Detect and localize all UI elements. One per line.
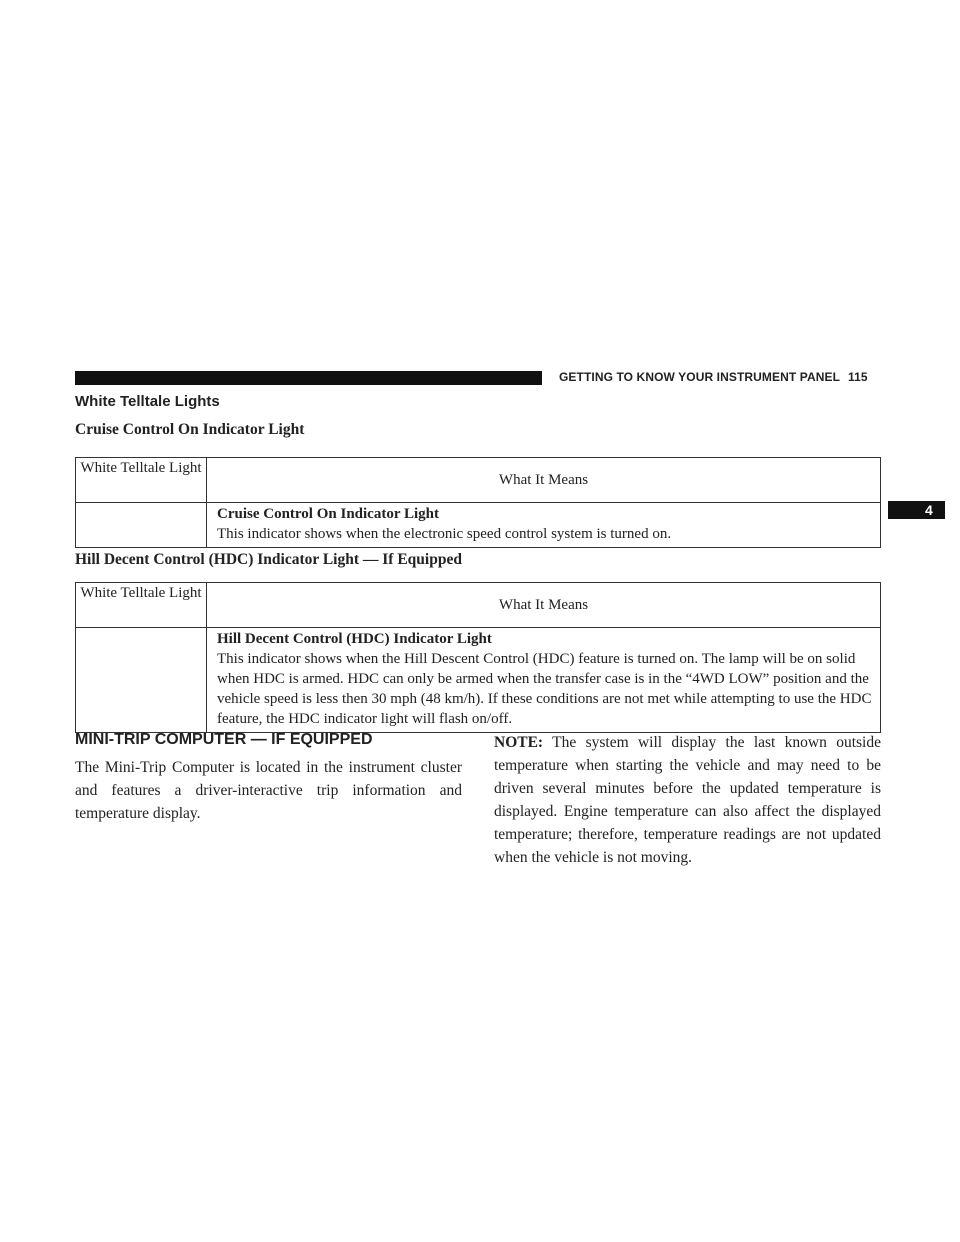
mini-trip-paragraph: The Mini-Trip Computer is located in the instrument cluster and features a driver-interactive trip information and temperature display. — [75, 759, 462, 822]
table-header-row — [76, 583, 881, 628]
meaning-cell — [207, 628, 881, 733]
table-header-row — [76, 458, 881, 503]
table-row — [76, 503, 881, 548]
note-text: The system will display the last known outside temperature when starting the vehicle and may need to be driven several minutes before the updated temperature is displayed. Engine temperature can also affect the displayed temperature; therefore, temperature readings are not updated when the vehicle is not moving. — [494, 734, 881, 866]
chapter-tab: 4 — [888, 501, 945, 519]
note-label: NOTE: — [494, 734, 544, 751]
telltale-icon-cell — [76, 628, 207, 733]
telltale-icon-cell — [76, 503, 207, 548]
running-header — [559, 370, 868, 384]
row-title: Hill Decent Control (HDC) Indicator Light — [217, 631, 492, 647]
row-title: Cruise Control On Indicator Light — [217, 506, 439, 522]
section-heading: White Telltale Lights — [75, 393, 220, 410]
row-description: This indicator shows when the electronic speed control system is turned on. — [217, 526, 672, 542]
mini-trip-heading: MINI-TRIP COMPUTER — IF EQUIPPED — [75, 731, 373, 748]
column-header-light: White Telltale Light — [76, 458, 207, 503]
header-title: GETTING TO KNOW YOUR INSTRUMENT PANEL — [559, 370, 841, 384]
header-rule — [75, 371, 542, 385]
meaning-cell — [207, 503, 881, 548]
cruise-heading: Cruise Control On Indicator Light — [75, 421, 305, 438]
hdc-heading: Hill Decent Control (HDC) Indicator Light — If Equipped — [75, 551, 462, 568]
row-description: This indicator shows when the Hill Descent Control (HDC) feature is turned on. The lamp will be on solid when HDC is armed. HDC can only be armed when the transfer case is in the “4WD LOW” position and the vehicle speed is less then 30 mph (48 km/h). If these conditions are not met while attempting to use the HDC feature, the HDC indicator light will flash on/off. — [217, 651, 872, 727]
column-header-light: White Telltale Light — [76, 583, 207, 628]
column-header-means: What It Means — [207, 583, 881, 628]
page-number: 115 — [848, 370, 868, 384]
table-row — [76, 628, 881, 733]
column-header-means: What It Means — [207, 458, 881, 503]
note-paragraph — [494, 731, 881, 869]
hdc-table — [75, 582, 881, 733]
cruise-table — [75, 457, 881, 548]
